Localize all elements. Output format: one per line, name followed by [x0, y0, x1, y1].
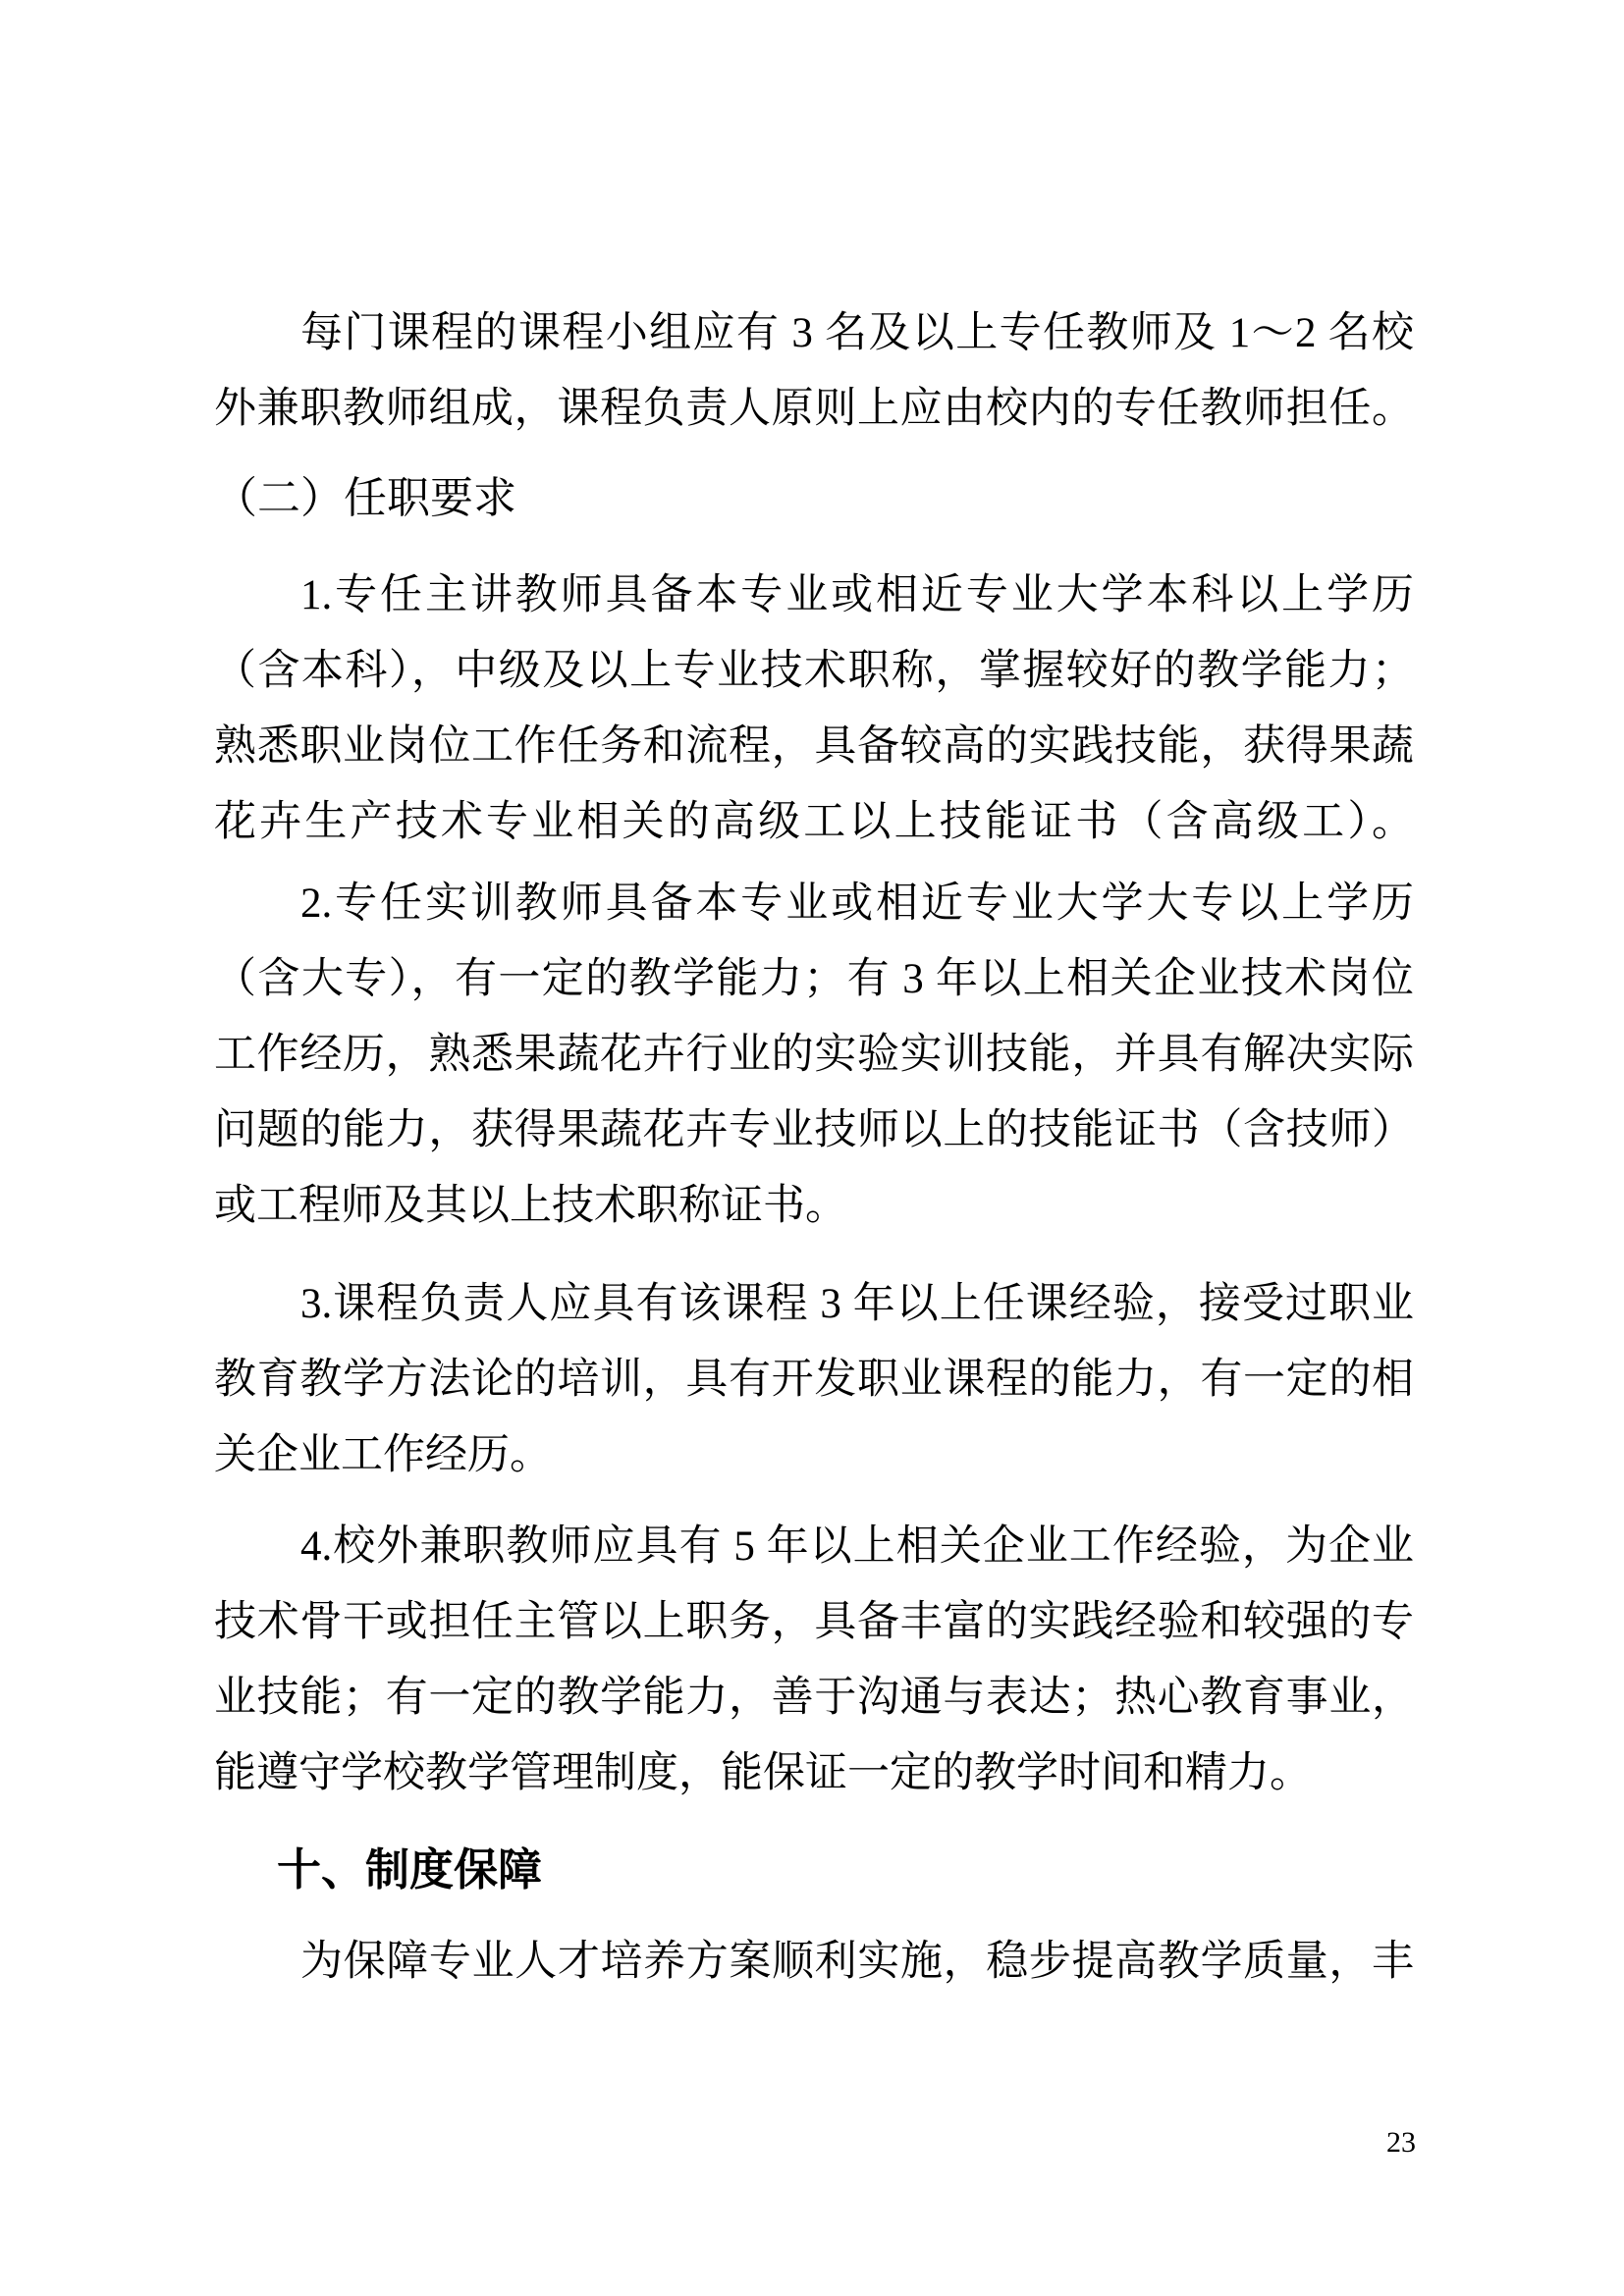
paragraph-item-3 [214, 1266, 1414, 1493]
text-line: 3.课程负责人应具有该课程 3 年以上任课经验，接受过职业 [300, 1281, 1414, 1327]
paragraph-item-1 [214, 558, 1414, 860]
text-line: 花卉生产技术专业相关的高级工以上技能证书（含高级工）。 [214, 799, 1414, 845]
paragraph-system-intro [214, 1924, 1414, 2000]
text-line: 外兼职教师组成，课程负责人原则上应由校内的专任教师担任。 [214, 386, 1414, 432]
text-line: 业技能；有一定的教学能力，善于沟通与表达；热心教育事业， [214, 1675, 1414, 1721]
text-line: （含本科），中级及以上专业技术职称，掌握较好的教学能力； [214, 648, 1414, 694]
text-line: 每门课程的课程小组应有 3 名及以上专任教师及 1～2 名校 [300, 310, 1414, 356]
paragraph-course-group [214, 295, 1414, 447]
paragraph-item-4 [214, 1509, 1414, 1811]
text-line: 或工程师及其以上技术职称证书。 [214, 1183, 847, 1229]
paragraph-item-2 [214, 866, 1414, 1244]
text-line: 4.校外兼职教师应具有 5 年以上相关企业工作经验，为企业 [300, 1523, 1414, 1570]
text-line: 1.专任主讲教师具备本专业或相近专业大学本科以上学历 [300, 572, 1414, 618]
text-line: 熟悉职业岗位工作任务和流程，具备较高的实践技能，获得果蔬 [214, 723, 1414, 770]
text-line: 问题的能力，获得果蔬花卉专业技师以上的技能证书（含技师） [214, 1107, 1414, 1153]
text-line: 技术骨干或担任主管以上职务，具备丰富的实践经验和较强的专 [214, 1599, 1414, 1645]
section-heading-job-requirements: （二）任职要求 [214, 474, 516, 522]
text-line: 能遵守学校教学管理制度，能保证一定的教学时间和精力。 [214, 1750, 1312, 1796]
text-line: 为保障专业人才培养方案顺利实施，稳步提高教学质量，丰 [300, 1939, 1414, 1985]
text-line: 2.专任实训教师具备本专业或相近专业大学大专以上学历 [300, 881, 1414, 927]
section-heading-system-guarantee: 十、制度保障 [277, 1844, 543, 1895]
text-line: （含大专），有一定的教学能力；有 3 年以上相关企业技术岗位 [214, 956, 1414, 1002]
text-line: 教育教学方法论的培训，具有开发职业课程的能力，有一定的相 [214, 1357, 1414, 1403]
text-line: 关企业工作经历。 [214, 1432, 552, 1478]
text-line: 工作经历，熟悉果蔬花卉行业的实验实训技能，并具有解决实际 [214, 1032, 1414, 1078]
text-block [214, 295, 1414, 2000]
page-number: 23 [1386, 2126, 1416, 2159]
